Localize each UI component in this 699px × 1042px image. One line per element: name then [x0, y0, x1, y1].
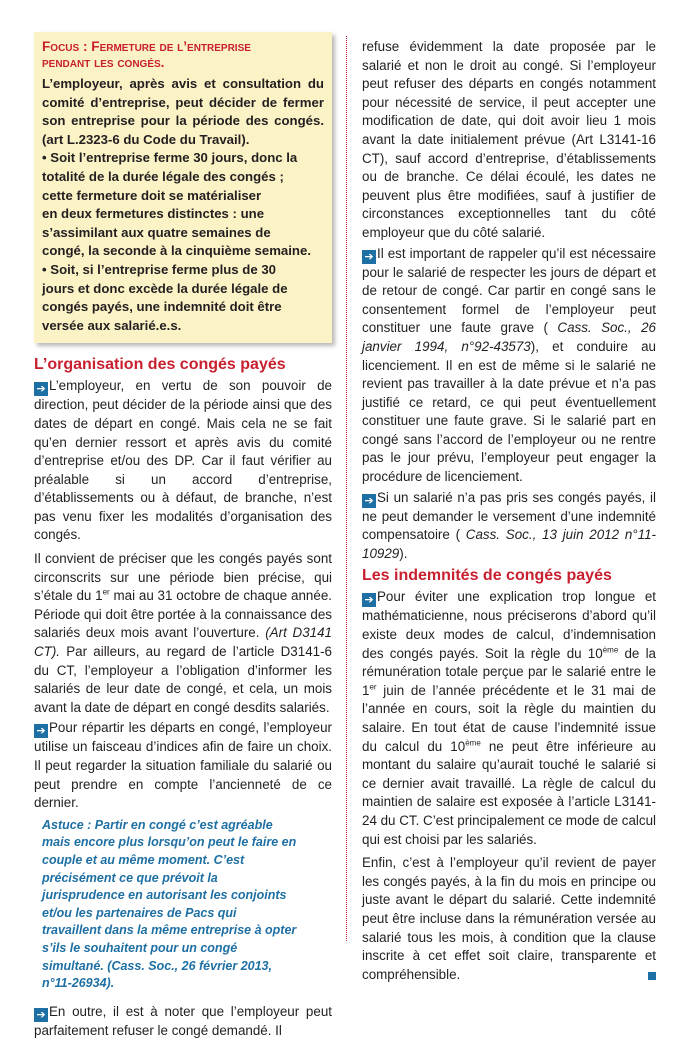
- left-column: [34, 32, 332, 1042]
- paragraph: ➔ Si un salarié n’a pas pris ses congés payés, il ne peut demander le versement d’une indemnité compensatoire ( Cass. Soc., 13 juin 2012 n°11-10929).: [362, 489, 656, 561]
- paragraph: ➔ Il est important de rappeler qu’il est nécessaire pour le salarié de respecter les jours de départ et de retour de congé. Car partir en congé sans le consentement formel de l’employeur peut constituer une faute grave ( Cass. Soc., 26 janvier 1994, n°92-43573), et conduire au licenciement. Il en est de même si le salarié ne revient pas travailler à la date prévue et n’a pas justifié ce retard, ce qui peut éventuellement constituer une faute grave. Si le salarié part en congé sans l’accord de l’employeur ou ne rentre pas le jour prévu, l’employeur peut engager la procédure de licenciement.: [362, 245, 656, 485]
- paragraph: ➔ En outre, il est à noter que l’employeur peut parfaitement refuser le congé demandé. Il: [34, 1003, 332, 1038]
- arrow-right-icon: ➔: [362, 593, 376, 607]
- paragraph: Il convient de préciser que les congés payés sont circonscrits sur une période bien précise, qui s’étale du 1er mai au 31 octobre de chaque année. Période qui doit être portée à la connaissance des salariés deux mois avant l’ouverture. (Art D3141 CT). Par ailleurs, au regard de l’article D3141-6 du CT, l’employeur a l’obligation d’informer les salariés de leur date de congé, et cela, un mois avant la date de départ en congé desdits salariés.: [34, 551, 332, 715]
- legal-reference: (Art D3141 CT).: [34, 625, 332, 660]
- end-square-icon: [648, 972, 656, 980]
- paragraph: refuse évidemment la date proposée par le salarié et non le droit au congé. Si l’employeur peut refuser des départs en congés notamment pour nécessité de service, il peut accepter une modification de date, qui doit avoir lieu 1 mois avant la date initialement prévue (Art L3141-16 CT), sauf accord d’entreprise, d’établissements ou de branche. Ce délai écoulé, les dates ne peuvent plus être modifiées, sauf à justifier de circonstances exceptionnelles tant du côté employeur que du côté salarié.: [362, 39, 656, 240]
- arrow-right-icon: ➔: [34, 382, 48, 396]
- focus-title: [42, 39, 324, 71]
- focus-paragraph: L’employeur, après avis et consultation du comité d’entreprise, peut décider de fermer son entreprise pour la période des congés. (art L.2323-6 du Code du Travail).: [42, 76, 324, 147]
- paragraph: ➔ L’employeur, en vertu de son pouvoir de direction, peut décider de la période ainsi que des dates de départ en congé. Mais cela ne se fait qu’en dernier ressort et après avis du comité d’entreprise et/ou des DP. Car il faut vérifier au préalable si un accord d’entreprise, d’établissements ou à défaut, de branche, n’est pas venu fixer les modalités d’organisation des congés.: [34, 378, 332, 543]
- focus-bullet-1: • Soit l’entreprise ferme 30 jours, donc la totalité de la durée légale des congés ; cette fermeture doit se matérialiser en deux fermetures distinctes : une s’assimilant aux quatre semaines de congé, la seconde à la cinquième semaine.: [42, 150, 311, 259]
- focus-box: [34, 32, 332, 343]
- arrow-right-icon: ➔: [34, 724, 48, 738]
- section-heading-organisation: L’organisation des congés payés: [34, 356, 286, 374]
- column-divider: [346, 36, 347, 941]
- legal-reference: Cass. Soc., 13 juin 2012 n°11-10929: [362, 527, 656, 561]
- paragraph: ➔ Pour répartir les départs en congé, l’employeur utilise un faisceau d’indices afin de faire un choix. Il peut regarder la situation familiale du salarié ou peut prendre en compte l’ancienneté de ce dernier.: [34, 720, 332, 811]
- astuce-tip: Astuce : Partir en congé c’est agréable mais encore plus lorsqu’on peut le faire en couple et au même moment. C’est précisément ce que prévoit la jurisprudence en autorisant les conjoints et/ou les partenaires de Pacs qui travaillent dans la même entreprise à opter s’ils le souhaitent pour un congé simultané. (Cass. Soc., 26 février 2013, n°11-26934).: [42, 817, 297, 991]
- paragraph: Enfin, c’est à l’employeur qu’il revient de payer les congés payés, à la fin du mois en principe ou juste avant le départ du salarié. Cette indemnité peut être incluse dans la rémunération versée au salarié tous les mois, à condition que la clause inscrite à cet effet soit claire, transparente et compréhensible.: [362, 855, 656, 982]
- focus-title-line2: pendant les congés.: [42, 55, 165, 70]
- right-column: [362, 38, 656, 986]
- focus-title-line1: Focus : Fermeture de l’entreprise: [42, 39, 251, 54]
- arrow-right-icon: ➔: [362, 494, 376, 508]
- focus-bullet-2: • Soit, si l’entreprise ferme plus de 30 jours et donc excède la durée légale de congés payés, une indemnité doit être versée aux salarié.e.s.: [42, 261, 288, 333]
- legal-reference: Cass. Soc., 26 janvier 1994, n°92-43573: [362, 320, 656, 354]
- arrow-right-icon: ➔: [362, 250, 376, 264]
- paragraph: ➔ Pour éviter une explication trop longue et mathématicienne, nous préciserons d’abord qu’il existe deux modes de calcul, d’indemnisation des congés payés. Soit la règle du 10ème de la rémunération totale perçue par le salarié entre le 1er juin de l’année précédente et le 31 mai de l’année en cours, soit la règle du maintien du salaire. En tout état de cause l’indemnité issue du calcul du 10ème ne peut être inférieure au montant du salaire qu’aurait touché le salarié si ce dernier avait travaillé. La règle de calcul du maintien de salaire est exposée à l’article L3141-24 du CT. C’est principalement ce mode de calcul qui est choisi par les salariés.: [362, 589, 657, 847]
- section-heading-indemnites: Les indemnités de congés payés: [362, 567, 612, 585]
- arrow-right-icon: ➔: [34, 1008, 48, 1022]
